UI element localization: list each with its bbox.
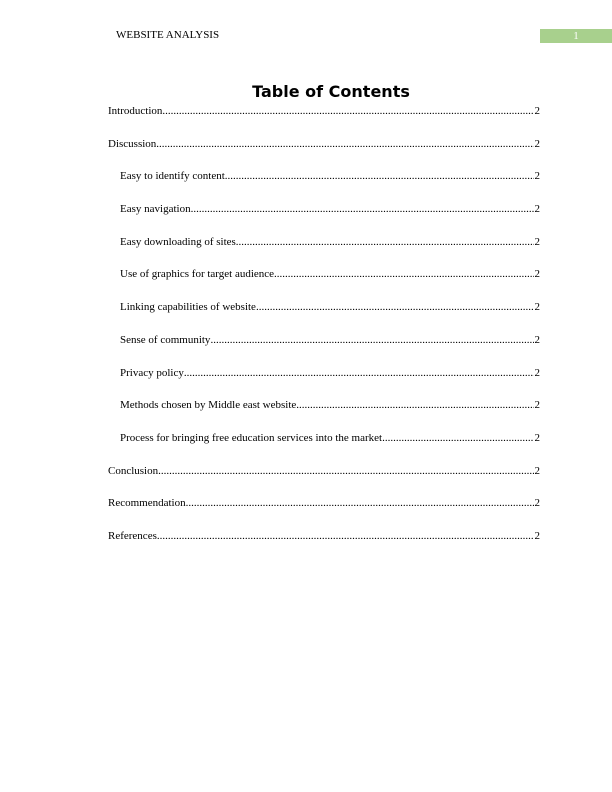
toc-entry[interactable] (108, 496, 540, 529)
toc-entry-page: 2 (534, 431, 540, 444)
toc-entry-page: 2 (534, 268, 540, 281)
toc-entry[interactable] (108, 202, 540, 235)
leader-dots (236, 235, 534, 249)
toc-entry-label: Process for bringing free education services into the market (120, 431, 383, 444)
toc-entry-page: 2 (534, 203, 540, 216)
toc-entry-label: Methods chosen by Middle east website (120, 399, 297, 412)
toc-title: Table of Contents (252, 82, 410, 101)
toc-entry[interactable] (108, 366, 540, 399)
running-header: WEBSITE ANALYSIS (116, 29, 220, 41)
toc-entry-page: 2 (534, 170, 540, 183)
toc-entry[interactable] (108, 333, 540, 366)
toc-entry-label: Recommendation (108, 497, 186, 510)
toc-entry-label: Privacy policy (120, 366, 184, 379)
leader-dots (274, 267, 533, 281)
toc-entry-label: Conclusion (108, 464, 159, 477)
leader-dots (256, 300, 534, 314)
toc-entry[interactable] (108, 137, 540, 170)
toc-entry-page: 2 (534, 529, 540, 542)
leader-dots (186, 496, 534, 510)
toc-entry-label: Use of graphics for target audience (120, 268, 275, 281)
toc-entry-label: Sense of community (120, 333, 211, 346)
toc-entry-label: References (108, 529, 157, 542)
toc-entry-label: Introduction (108, 105, 163, 117)
toc-entry[interactable] (108, 235, 540, 268)
toc-entry[interactable] (108, 464, 540, 497)
leader-dots (296, 398, 533, 412)
page-number: 1 (540, 29, 612, 43)
toc-entry-page: 2 (534, 497, 540, 510)
toc-entry[interactable] (108, 529, 540, 562)
toc-entry-page: 2 (534, 333, 540, 346)
toc-entry-label: Easy downloading of sites (120, 235, 236, 248)
leader-dots (156, 137, 533, 151)
toc-entry[interactable] (108, 267, 540, 300)
leader-dots (382, 431, 533, 445)
toc-entry[interactable] (108, 104, 540, 137)
leader-dots (210, 333, 533, 347)
toc-entry[interactable] (108, 169, 540, 202)
toc-entry-label: Easy navigation (120, 203, 191, 216)
toc-entry-page: 2 (534, 464, 540, 477)
toc-entry-label: Discussion (108, 137, 157, 150)
toc-entry-label: Linking capabilities of website (120, 301, 256, 314)
toc-entry-label: Easy to identify content (120, 170, 225, 183)
toc-entry[interactable] (108, 398, 540, 431)
leader-dots (157, 529, 534, 543)
leader-dots (184, 366, 534, 380)
leader-dots (225, 169, 534, 183)
leader-dots (191, 202, 534, 216)
toc-entry[interactable] (108, 431, 540, 464)
toc-entry[interactable] (108, 300, 540, 333)
toc-entry-page: 2 (534, 235, 540, 248)
toc-entry-page: 2 (534, 399, 540, 412)
toc-entry-page: 2 (534, 105, 540, 117)
toc-entry-page: 2 (534, 301, 540, 314)
leader-dots (158, 464, 533, 478)
toc-entry-page: 2 (534, 366, 540, 379)
leader-dots (162, 104, 533, 118)
table-of-contents (108, 104, 540, 562)
toc-entry-page: 2 (534, 137, 540, 150)
